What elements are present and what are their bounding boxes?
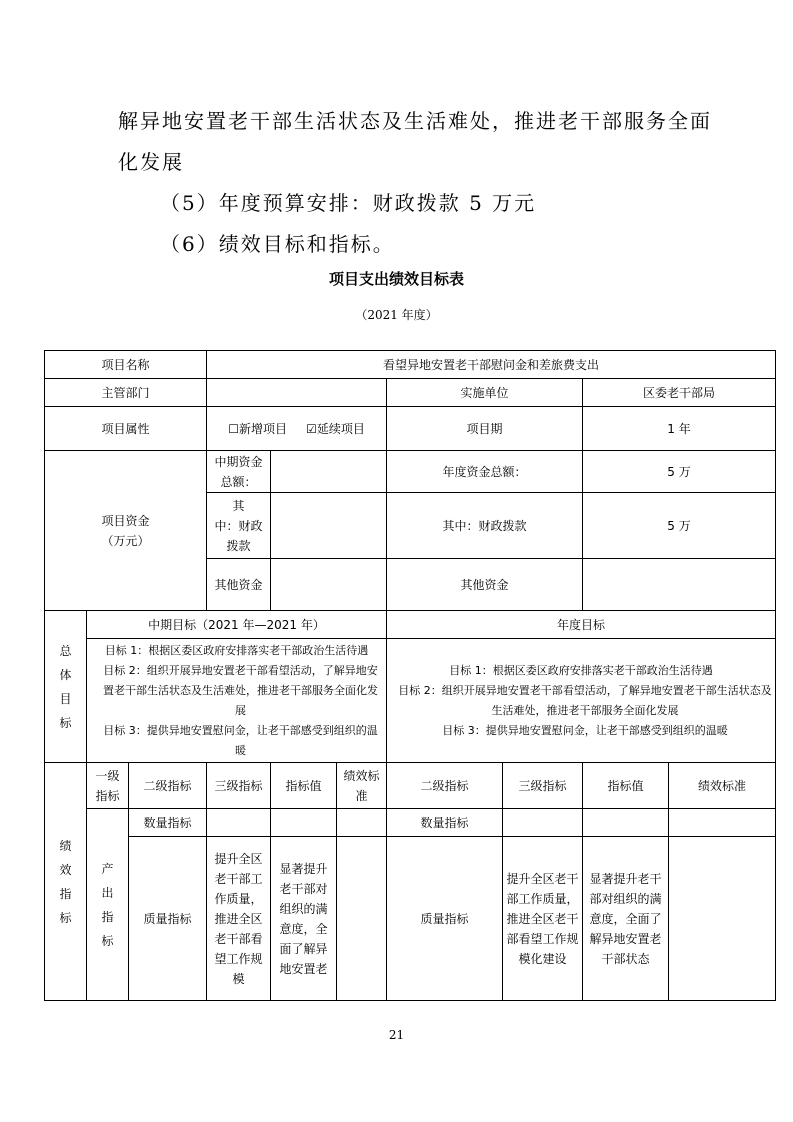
annual-other-value [583,559,776,611]
mid-standard-header: 绩效标准 [337,763,387,809]
annual-quantity-value [583,809,669,837]
annual-goal-header: 年度目标 [387,611,776,639]
table-subtitle: （2021 年度） [355,308,438,322]
annual-goals [387,639,776,763]
mid-quality-value: 显著提升老干部对组织的满意度，全面了解异地安置老 [271,837,337,1001]
mid-fin-label-line-2: 中：财政拨款 [214,518,263,553]
intro-line-2: 化发展 [118,150,184,174]
intro-line-4: （6）绩效目标和指标。 [160,232,395,256]
project-name-label: 项目名称 [45,351,207,379]
table-row [45,611,776,639]
mid-level3-header: 三级指标 [207,763,271,809]
annual-fin-value: 5 万 [583,493,776,559]
perf-indicator-label [45,763,87,1001]
period-value: 1 年 [583,407,776,451]
dept-value [207,379,387,407]
output-indicator-label [87,809,129,1001]
level1-header: 一级指标 [87,763,129,809]
mid-other-label: 其他资金 [207,559,271,611]
mid-fin-label-line-1: 其 [232,498,245,513]
mid-quality-l3: 提升全区老干部工作质量，推进全区老干部看望工作规模 [207,837,271,1001]
page-number: 21 [388,1028,405,1042]
annual-goal-1: 目标 1：根据区委区政府安排落实老干部政治生活待遇 [449,663,713,677]
mid-quantity-standard [337,809,387,837]
table-row [45,837,776,1001]
table-row [45,639,776,763]
table-row [45,407,776,451]
overall-goal-label-text: 总体目标 [59,643,72,730]
annual-quality-value: 显著提升老干部对组织的满意度，全面了解异地安置老干部状态 [583,837,669,1001]
annual-value-header: 指标值 [583,763,669,809]
mid-fin-value [271,493,387,559]
annual-quality-label: 质量指标 [387,837,503,1001]
annual-quality-l3: 提升全区老干部工作质量，推进全区老干部看望工作规模化建设 [503,837,583,1001]
annual-goal-3: 目标 3：提供异地安置慰问金，让老干部感受到组织的温暖 [442,723,728,737]
annual-quantity-standard [669,809,776,837]
intro-line-1: 解异地安置老干部生活状态及生活难处，推进老干部服务全面 [118,109,712,133]
mid-level2-header: 二级指标 [129,763,207,809]
mid-goal-2: 目标 2：组织开展异地安置老干部看望活动，了解异地安置老干部生活状态及生活难处，推进老干部服务全面化发展 [103,663,379,717]
mid-goal-3: 目标 3：提供异地安置慰问金，让老干部感受到组织的温暖 [103,723,378,757]
performance-table [44,350,776,1001]
mid-quantity-label: 数量指标 [129,809,207,837]
annual-other-label: 其他资金 [387,559,583,611]
mid-quantity-value [271,809,337,837]
annual-goal-2: 目标 2：组织开展异地安置老干部看望活动，了解异地安置老干部生活状态及生活难处，推进老干部服务全面化发展 [398,683,772,717]
attr-continued-option: ☑延续项目 [306,421,365,436]
annual-quantity-l3 [503,809,583,837]
overall-goal-label [45,611,87,763]
mid-other-value [271,559,387,611]
fund-label-line-2: （万元） [101,533,150,548]
annual-level3-header: 三级指标 [503,763,583,809]
annual-level2-header: 二级指标 [387,763,503,809]
mid-fin-label [207,493,271,559]
mid-total-value [271,451,387,493]
perf-indicator-label-text: 绩效指标 [59,838,72,925]
attr-new-option: ☐新增项目 [228,421,287,436]
annual-quantity-label: 数量指标 [387,809,503,837]
annual-quality-standard [669,837,776,1001]
impl-unit-value: 区委老干部局 [583,379,776,407]
intro-line-3: （5）年度预算安排：财政拨款 5 万元 [160,191,537,215]
annual-total-label: 年度资金总额： [387,451,583,493]
impl-unit-label: 实施单位 [387,379,583,407]
table-row [45,809,776,837]
mid-goal-1: 目标 1：根据区委区政府安排落实老干部政治生活待遇 [104,643,369,657]
mid-total-label: 中期资金总额： [207,451,271,493]
period-label: 项目期 [387,407,583,451]
dept-label: 主管部门 [45,379,207,407]
table-title: 项目支出绩效目标表 [328,270,464,288]
table-row [45,351,776,379]
mid-quality-label: 质量指标 [129,837,207,1001]
annual-standard-header: 绩效标准 [669,763,776,809]
table-row [45,379,776,407]
mid-goals [87,639,387,763]
mid-quantity-l3 [207,809,271,837]
attr-options [207,407,387,451]
output-indicator-label-text: 产出指标 [101,861,114,948]
table-row [45,451,776,493]
fund-label-line-1: 项目资金 [101,513,150,528]
mid-goal-header: 中期目标（2021 年—2021 年） [87,611,387,639]
attr-label: 项目属性 [45,407,207,451]
mid-quality-standard [337,837,387,1001]
mid-value-header: 指标值 [271,763,337,809]
annual-fin-label: 其中：财政拨款 [387,493,583,559]
annual-total-value: 5 万 [583,451,776,493]
fund-label [45,451,207,611]
table-row [45,763,776,809]
project-name-value: 看望异地安置老干部慰问金和差旅费支出 [207,351,776,379]
